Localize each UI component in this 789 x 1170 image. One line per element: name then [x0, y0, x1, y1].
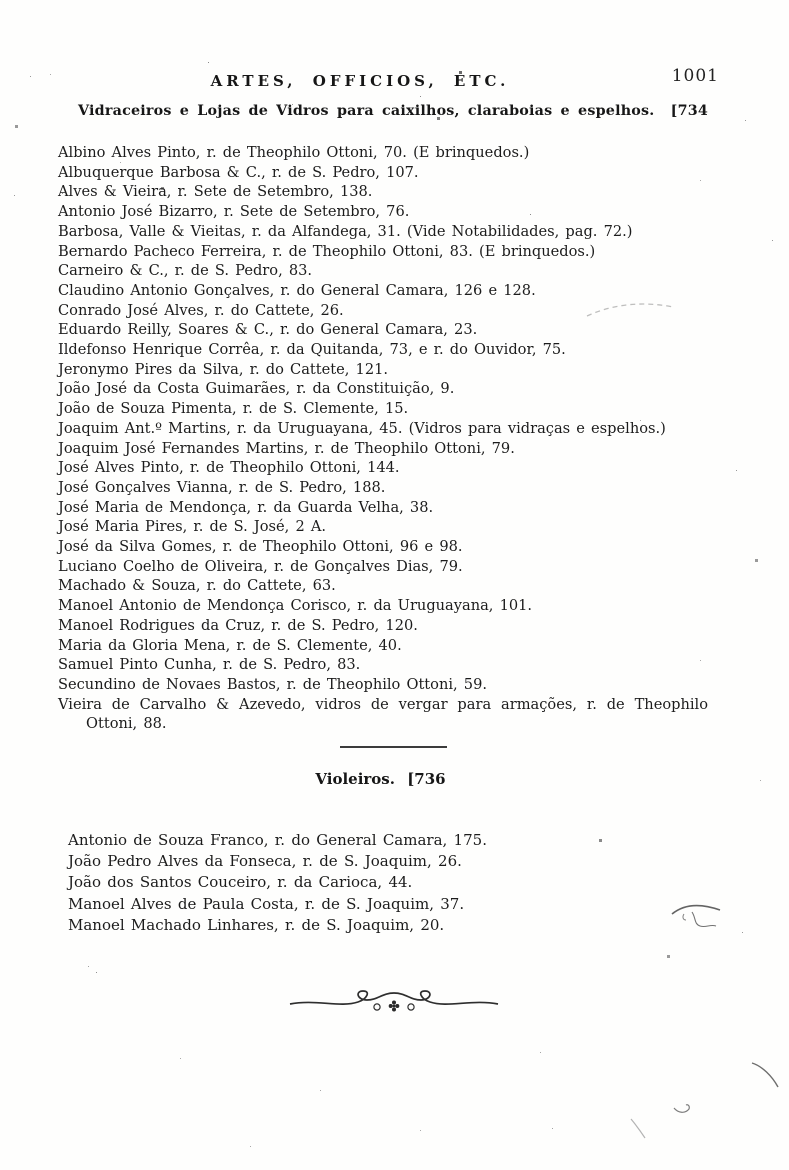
pen-hook-mark	[672, 1100, 694, 1118]
directory-entry: Conrado José Alves, r. do Cattete, 26.	[58, 301, 344, 319]
directory-entry: Vieira de Carvalho & Azevedo, vidros de vergar para armações, r. de Theophilo Ottoni, 88.	[58, 695, 708, 733]
section-violeiros-title: Violeiros.	[315, 770, 395, 788]
pen-mark-over-entry	[585, 298, 677, 320]
section-violeiros-ref: [736	[407, 770, 446, 788]
scan-noise-speckles	[0, 0, 1, 1]
directory-entry: Carneiro & C., r. de S. Pedro, 83.	[58, 262, 313, 280]
section-vidraceiros-heading	[78, 103, 718, 119]
directory-entry: Samuel Pinto Cunha, r. de S. Pedro, 83.	[58, 656, 361, 674]
directory-entry: Antonio José Bizarro, r. Sete de Setembro, 76.	[58, 203, 410, 221]
directory-entry: Barbosa, Valle & Vieitas, r. da Alfandega, 31. (Vide Notabilidades, pag. 72.)	[58, 222, 633, 240]
directory-entry: João José da Costa Guimarães, r. da Constituição, 9.	[58, 380, 455, 398]
directory-entry: João Pedro Alves da Fonseca, r. de S. Joaquim, 26.	[68, 852, 462, 871]
section-vidraceiros-ref: [734	[670, 103, 709, 119]
vidraceiros-entry-list	[58, 143, 708, 734]
directory-entry: Maria da Gloria Mena, r. de S. Clemente, 40.	[58, 636, 402, 654]
directory-entry: José Maria de Mendonça, r. da Guarda Velha, 38.	[58, 498, 434, 516]
directory-entry: Manoel Machado Linhares, r. de S. Joaquim, 20.	[68, 915, 445, 934]
directory-entry: Alves & Vieira, r. Sete de Setembro, 138.	[58, 183, 373, 201]
directory-entry: Albuquerque Barbosa & C., r. de S. Pedro, 107.	[58, 163, 419, 181]
directory-entry: José da Silva Gomes, r. de Theophilo Ottoni, 96 e 98.	[58, 538, 463, 556]
directory-entry: Joaquim José Fernandes Martins, r. de Theophilo Ottoni, 79.	[58, 439, 515, 457]
page-number: 1001	[671, 66, 719, 86]
directory-entry: Manoel Alves de Paula Costa, r. de S. Joaquim, 37.	[68, 894, 465, 913]
directory-entry: José Alves Pinto, r. de Theophilo Ottoni, 144.	[58, 459, 400, 477]
directory-entry: Antonio de Souza Franco, r. do General Camara, 175.	[68, 831, 487, 849]
directory-entry: Luciano Coelho de Oliveira, r. de Gonçalves Dias, 79.	[58, 557, 463, 575]
violeiros-entry-list	[68, 830, 708, 936]
directory-entry: Secundino de Novaes Bastos, r. de Theophilo Ottoni, 59.	[58, 675, 488, 693]
section-vidraceiros-title: Vidraceiros e Lojas de Vidros para caixilhos, claraboias e espelhos.	[78, 103, 655, 119]
directory-entry: Bernardo Pacheco Ferreira, r. de Theophilo Ottoni, 83. (E brinquedos.)	[58, 242, 596, 260]
flourish-floret	[389, 1001, 400, 1012]
running-header-title: ARTES, OFFICIOS, ETC.	[210, 72, 510, 90]
directory-entry: Ildefonso Henrique Corrêa, r. da Quitanda, 73, e r. do Ouvidor, 75.	[58, 341, 566, 359]
directory-entry: Manoel Rodrigues da Cruz, r. de S. Pedro, 120.	[58, 616, 418, 634]
directory-entry: Manoel Antonio de Mendonça Corisco, r. da Uruguayana, 101.	[58, 597, 533, 615]
section-violeiros-heading	[0, 770, 775, 788]
directory-entry: Eduardo Reilly, Soares & C., r. do General Camara, 23.	[58, 321, 478, 339]
directory-entry: Albino Alves Pinto, r. de Theophilo Ottoni, 70. (E brinquedos.)	[58, 144, 530, 161]
directory-entry: Claudino Antonio Gonçalves, r. do General Camara, 126 e 128.	[58, 281, 536, 299]
section-divider-rule	[340, 746, 447, 748]
pen-slash-mark	[748, 1060, 782, 1090]
pen-diagonal-mark	[628, 1116, 648, 1140]
directory-entry: Joaquim Ant.º Martins, r. da Uruguayana, 45. (Vidros para vidraças e espelhos.)	[58, 419, 666, 437]
directory-entry: Jeronymo Pires da Silva, r. do Cattete, 121.	[58, 360, 389, 378]
directory-entry: João dos Santos Couceiro, r. da Carioca, 44.	[68, 873, 413, 892]
directory-entry: Machado & Souza, r. do Cattete, 63.	[58, 577, 336, 595]
tailpiece-flourish-ornament	[288, 986, 500, 1018]
directory-entry: João de Souza Pimenta, r. de S. Clemente, 15.	[58, 400, 409, 418]
pen-squiggle-mark	[668, 900, 724, 934]
directory-entry: José Gonçalves Vianna, r. de S. Pedro, 188.	[58, 478, 386, 496]
directory-entry: José Maria Pires, r. de S. José, 2 A.	[58, 518, 327, 536]
